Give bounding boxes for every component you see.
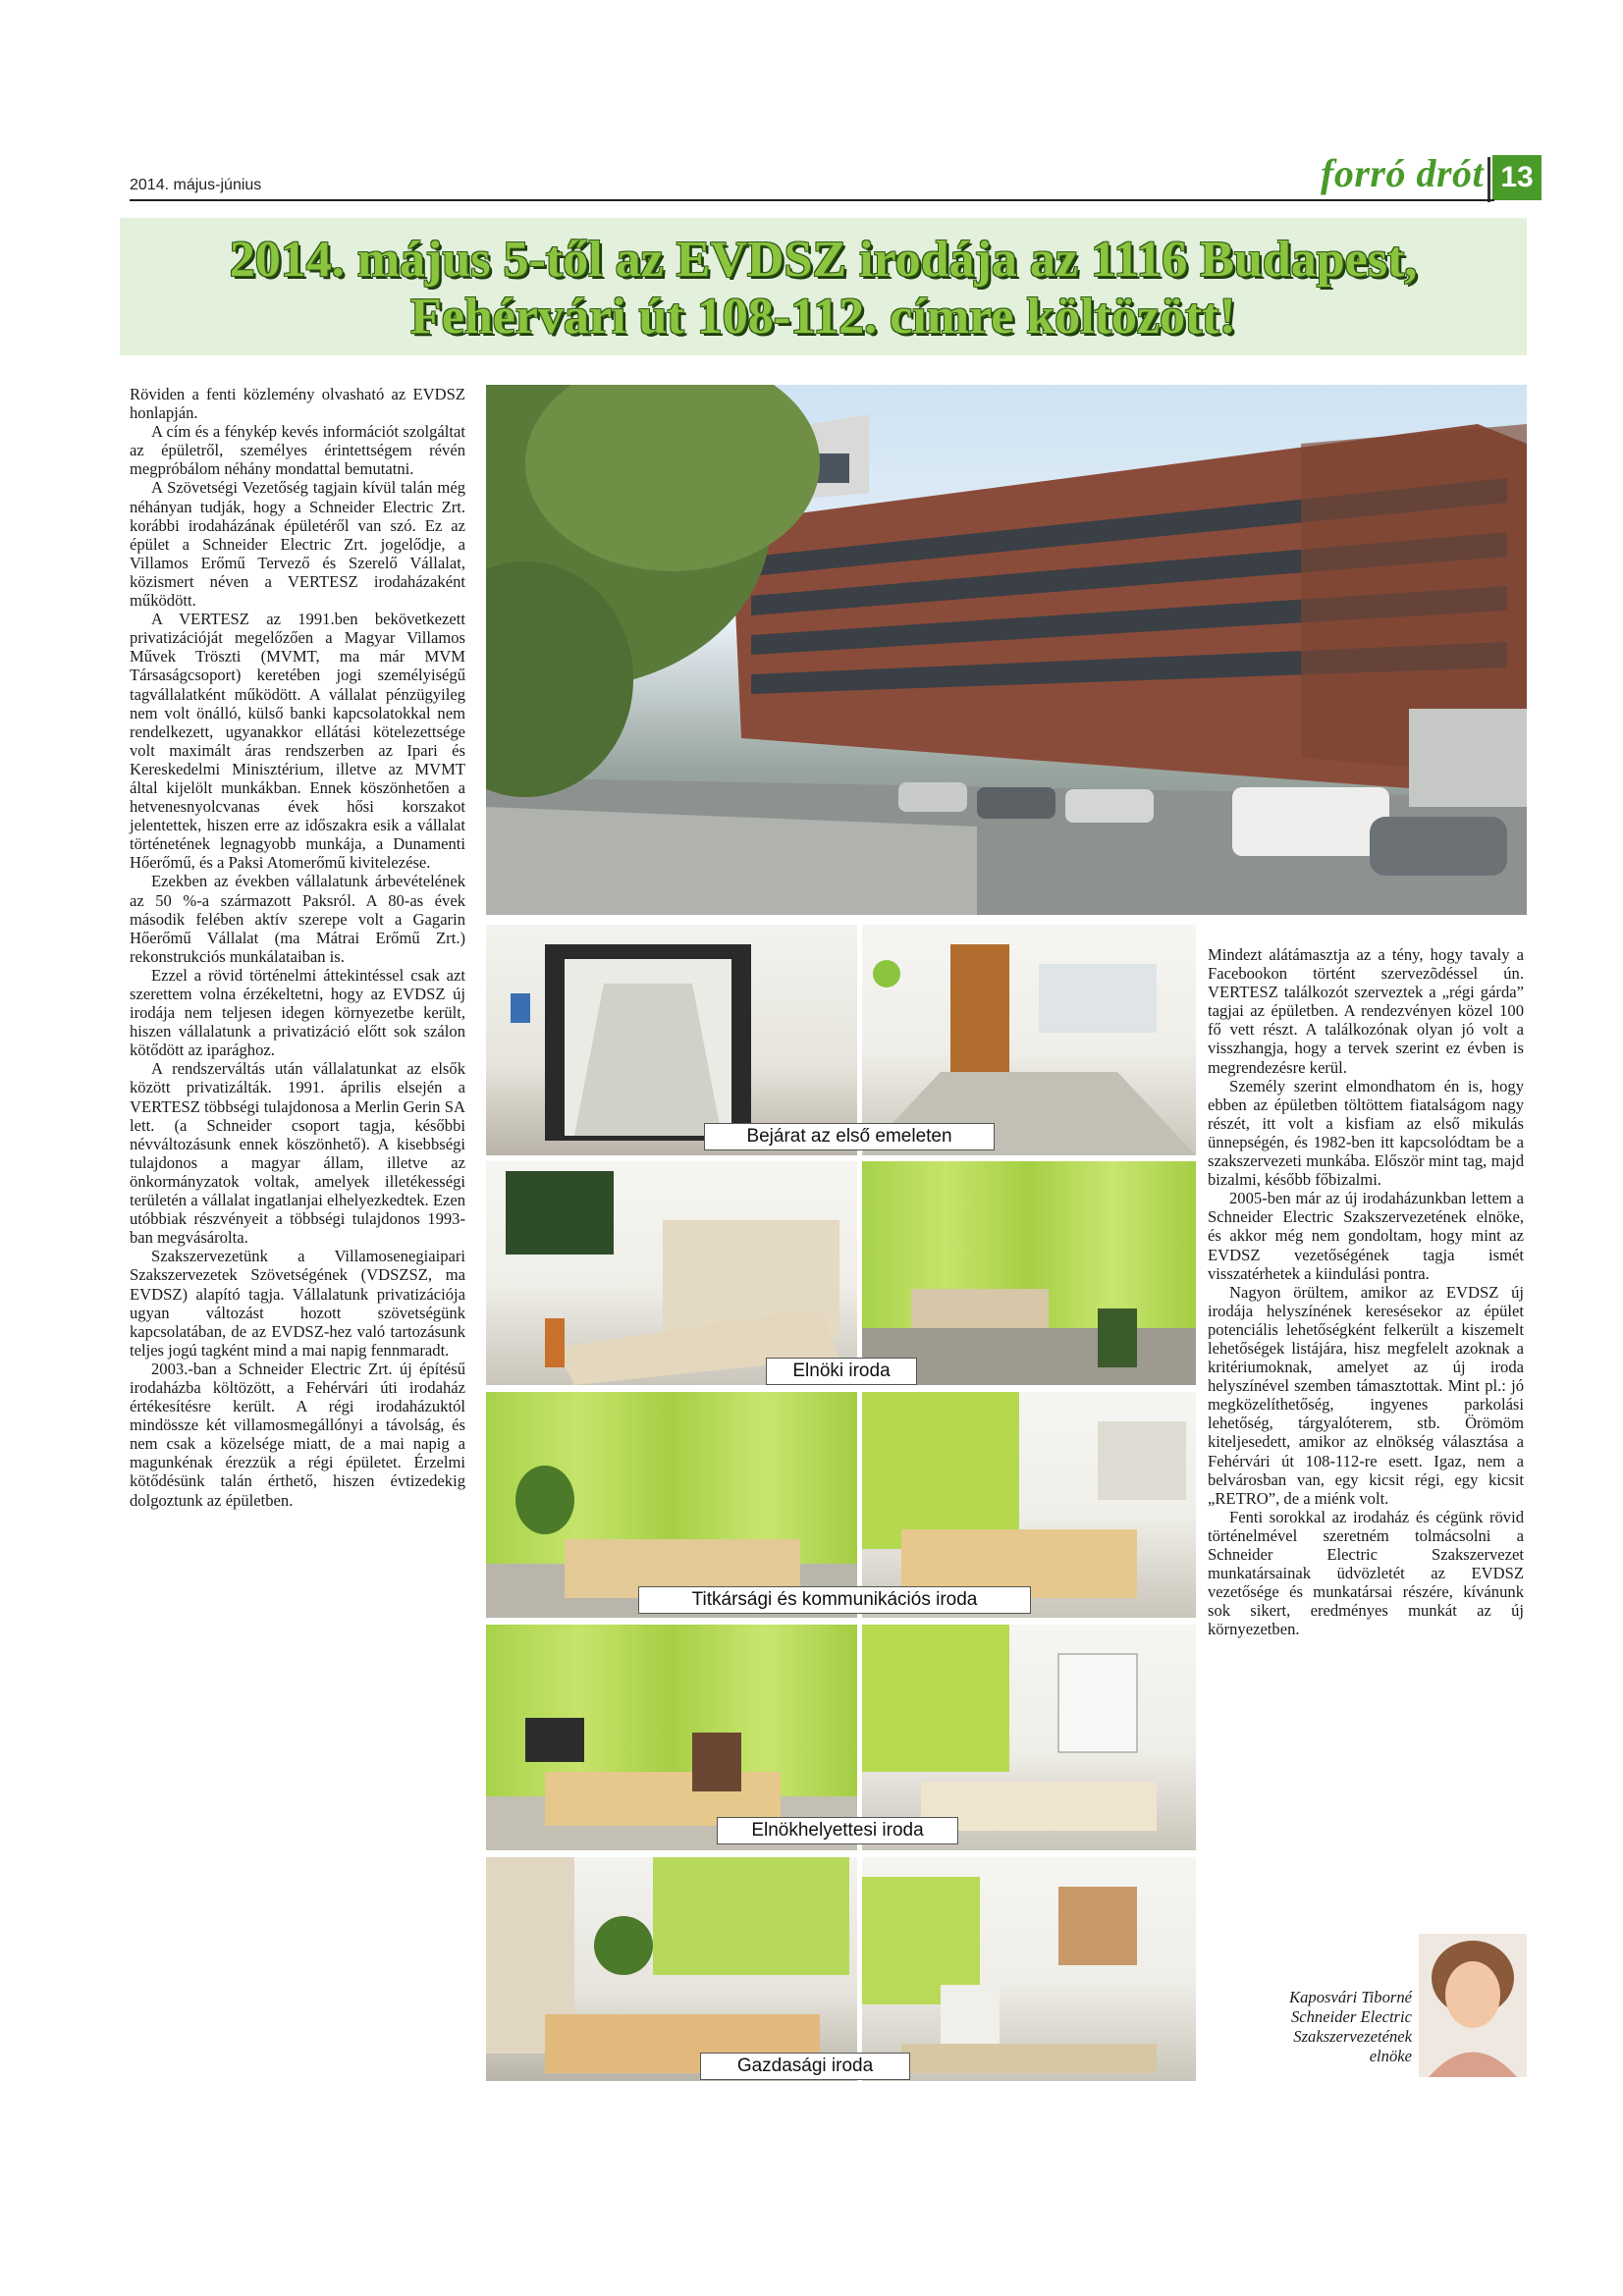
author-organisation: Szakszervezetének bbox=[1293, 2027, 1412, 2046]
secretariat-photo-1 bbox=[486, 1392, 857, 1618]
paragraph: A rendszerváltás után vállalatunkat az elsők között privatizálták. 1991. április elsején a VERTESZ többségi tulajdonosa a Merlin Gerin SA lett. (a Schneider csoport tagja, későbbi névváltozásunk ennek köszönhető). A kisebbségi tulajdonos a magyar állam, illetve az önkormányzatok voltak, amelyek illetékességi területén a vállalat ingatlanjai elhelyezkedtek. Ezen utóbbiak részvényeit a többségi tulajdonos 1993-ban megvásárolta. bbox=[130, 1059, 465, 1248]
author-company: Schneider Electric bbox=[1290, 2007, 1412, 2026]
paragraph: A cím és a fénykép kevés információt szolgáltat az épületről, személyes érintettségem révén megpróbálom néhány mondattal bemutatni. bbox=[130, 422, 465, 479]
caption-vice-president: Elnökhelyettesi iroda bbox=[717, 1817, 958, 1844]
president-office-photo-1 bbox=[486, 1161, 857, 1385]
author-signature bbox=[1208, 1988, 1412, 2066]
caption-entrance: Bejárat az első emeleten bbox=[704, 1123, 995, 1150]
finance-office-photo-2 bbox=[862, 1857, 1196, 2081]
masthead-divider bbox=[1488, 157, 1490, 202]
building-photo bbox=[486, 385, 1527, 915]
paragraph: Ezzel a rövid történelmi áttekintéssel csak azt szerettem volna érzékeltetni, hogy az EVDSZ új irodája nem teljesen idegen környezetbe került, hiszen vállalatunk a privatizáció előtt sok szálon kötődött az iparághoz. bbox=[130, 965, 465, 1060]
paragraph: Személy szerint elmondhatom én is, hogy ebben az épületben töltöttem fiatalságom nagy részét, itt volt a kisfiam az első mikulás ünnepségén, és 1982-ben itt kapcsolódtam be a szakszervezeti munkába. Először mint tag, majd bizalmi, később főbizalmi. bbox=[1208, 1076, 1524, 1190]
caption-secretariat: Titkársági és kommunikációs iroda bbox=[638, 1586, 1031, 1614]
paragraph: A VERTESZ az 1991.ben bekövetkezett privatizációját megelőzően a Magyar Villamos Művek Tröszti (MVMT, ma már MVM Társaságcsoport) keretében jogi személyiségű tagvállalatként működött. A vállalat pénzügyileg nem volt önálló, külső banki kapcsolatokkal nem rendelkezett, ugyanakkor ellátási kötelezettsége volt maximált áras rendszerben az Ipari és Kereskedelmi Minisztérium, illetve az MVMT által kijelölt munkákban. Ennek köszönhetően a hetvenesnyolcvanas évek hősi korszakot jelentettek, hiszen erre az időszakra esik a vállalat történetének legnagyobb munkája, a Dunamenti Hőerőmű, és a Paksi Atomerőmű kivitelezése. bbox=[130, 610, 465, 873]
president-office-photo-2 bbox=[862, 1161, 1196, 1385]
lobby-photo bbox=[862, 925, 1196, 1155]
paragraph: 2003.-ban a Schneider Electric Zrt. új építésű irodaházba költözött, a Fehérvári úti irodaház értékesítésre került. A régi irodaházuktól mindössze két villamosmegállónyi a távolság, és nem csak a közelsége miatt, de a mai napig a magunkénak érezzük a régi épületet. Érzelmi kötődésünk talán érthető, hiszen évtizedekig dolgoztunk az épületben. bbox=[130, 1359, 465, 1510]
paragraph: A Szövetségi Vezetőség tagjain kívül talán még néhányan tudják, hogy a Schneider Electric Zrt. korábbi irodaházának épületéről van szó. Ez az épület a Schneider Electric Zrt. jogelődje, a Villamos Erőmű Tervező és Szerelő Vállalat, közismert néven a VERTESZ irodaházaként működött. bbox=[130, 478, 465, 611]
caption-finance: Gazdasági iroda bbox=[700, 2053, 910, 2080]
paragraph: Ezekben az években vállalatunk árbevételének az 50 %-a származott Paksról. A 80-as évek második felében aktív szerepe volt a Gagarin Hőerőmű Vállalat (ma Mátrai Erőmű Zrt.) rekonstrukciós munkálataiban is. bbox=[130, 872, 465, 966]
paragraph: Röviden a fenti közlemény olvasható az EVDSZ honlapján. bbox=[130, 385, 465, 423]
page-number: 13 bbox=[1492, 155, 1542, 200]
corridor-photo bbox=[486, 925, 857, 1155]
headline-line-2: Fehérvári út 108-112. címre költözött! bbox=[410, 289, 1236, 345]
right-text-column bbox=[1208, 945, 1524, 1638]
paragraph: Fenti sorokkal az irodaház és cégünk rövid történelmével szeretném tolmácsolni a Schneider Electric Szakszervezet munkatársainak üdvözletét az EVDSZ vezetősége és munkatársai részére, kívánunk sok sikert, eredményes munkát az új környezetben. bbox=[1208, 1507, 1524, 1639]
paragraph: Mindezt alátámasztja az a tény, hogy tavaly a Facebookon történt szervezõdéssel ún. VERTESZ találkozót szerveztek a „régi gárda” tagjai az épületben. A rendezvényen közel 100 fő vett részt. A találkozónak olyan jó volt a visszhangja, hogy a tervek szerint ez évben is megrendezésre kerül. bbox=[1208, 945, 1524, 1077]
headline-box bbox=[120, 218, 1527, 355]
headline-line-1: 2014. május 5-től az EVDSZ irodája az 1116 Budapest, bbox=[229, 232, 1418, 288]
finance-office-photo-1 bbox=[486, 1857, 857, 2081]
issue-date: 2014. május-június bbox=[130, 177, 262, 193]
paragraph: 2005-ben már az új irodaházunkban lettem a Schneider Electric Szakszervezetének elnöke, és akkor még nem gondoltam, hogy mint az EVDSZ vezetőségének tagja ismét visszatérhetek a kiindulási pontra. bbox=[1208, 1189, 1524, 1283]
masthead-title: forró drót bbox=[1321, 151, 1485, 195]
left-text-column bbox=[130, 385, 465, 1510]
paragraph: Szakszervezetünk a Villamosenegiaipari Szakszervezetek Szövetségének (VDSZSZ, ma EVDSZ) alapító tagja. Vállalatunk privatizációja ugyan változást hozott szövetségünk kapcsolatában, de az EVDSZ-hez való tartozásunk teljes jogú tagként mind a mai napig fennmaradt. bbox=[130, 1247, 465, 1360]
header-rule bbox=[130, 199, 1494, 201]
caption-president: Elnöki iroda bbox=[766, 1358, 917, 1385]
author-name: Kaposvári Tiborné bbox=[1289, 1988, 1412, 2006]
author-role: elnöke bbox=[1369, 2047, 1412, 2065]
secretariat-photo-2 bbox=[862, 1392, 1196, 1618]
paragraph: Nagyon örültem, amikor az EVDSZ új irodája helyszínének keresésekor az épület potenciális lehetőségként felkerült a kiszemelt lehetőségek listájára, hisz megfelelt azoknak a kritériumoknak, amelyet az új iroda helyszínével szemben támasztottak. Mint pl.: jó megközelíthetőség, ingyenes parkolási lehetőség, tárgyalóterem, stb. Örömöm kiteljesedett, amikor az elnökség választása a Fehérvári út 108-112-re esett. Igaz, nem a belvárosban van, egy kicsit régi, egy kicsit „RETRO”, de a miénk volt. bbox=[1208, 1282, 1524, 1508]
author-portrait bbox=[1419, 1934, 1527, 2077]
